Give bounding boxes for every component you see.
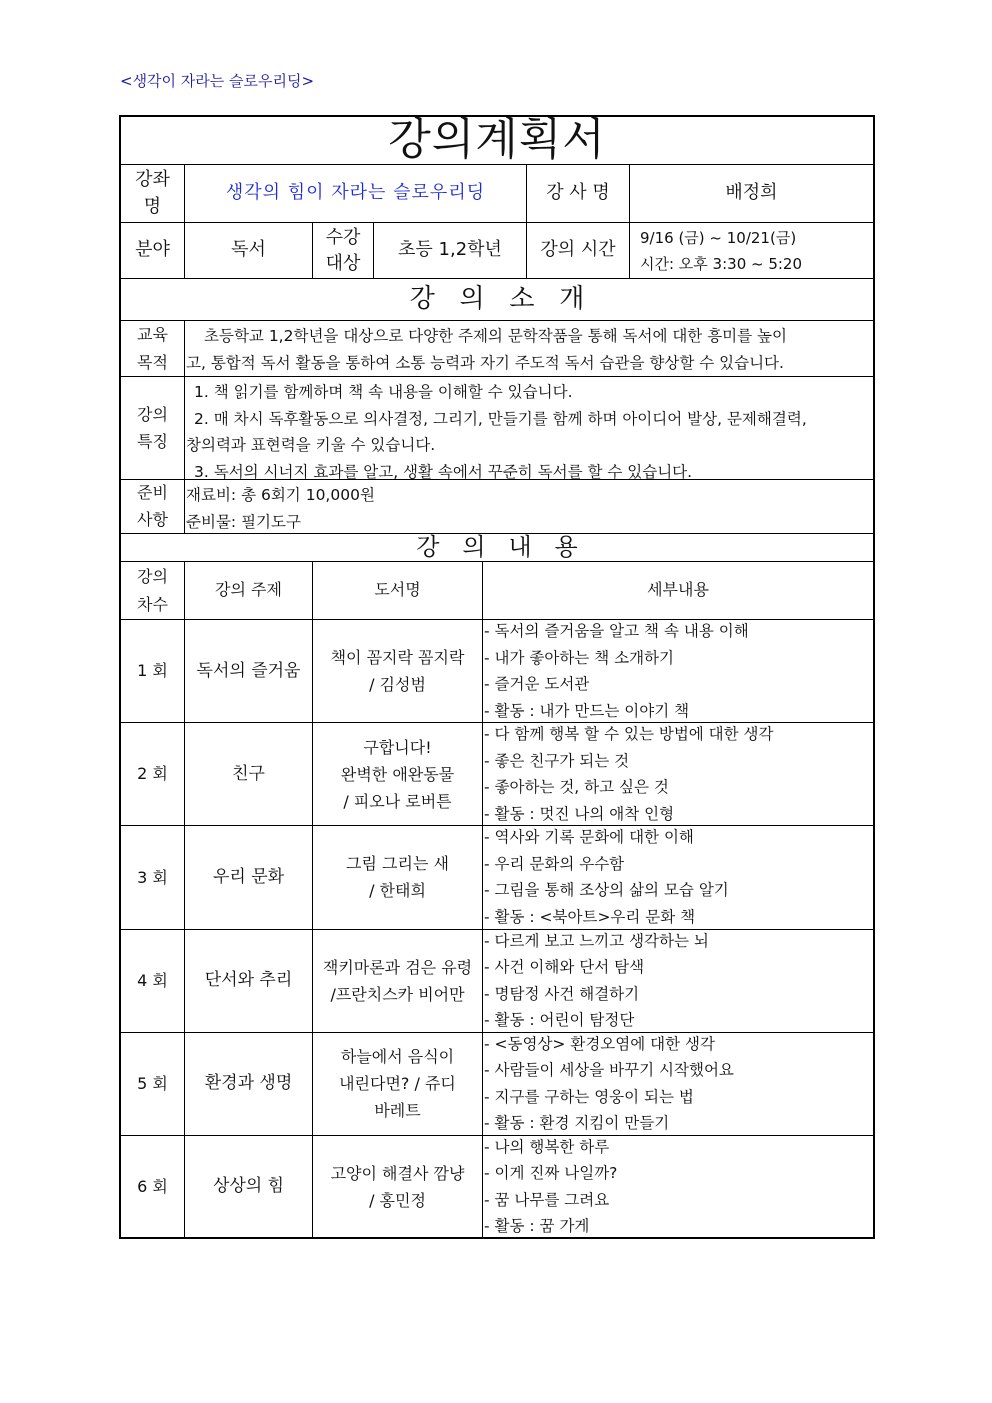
detail-item: - 사람들이 세상을 바꾸기 시작했어요: [484, 1061, 734, 1080]
detail-item: - 좋아하는 것, 하고 싶은 것: [484, 778, 669, 797]
date-range: 9/16 (금) ~ 10/21(금): [640, 228, 797, 247]
session-cell: [121, 826, 185, 929]
details-cell: [483, 826, 873, 929]
detail-item: - <동영상> 환경오염에 대한 생각: [484, 1034, 715, 1053]
document-caption: <생각이 자라는 슬로우리딩>: [120, 72, 315, 90]
detail-item: - 그림을 통해 조상의 삶의 모습 알기: [484, 881, 729, 900]
feature-line-3: 창의력과 표현력을 키울 수 있습니다.: [186, 436, 436, 454]
target-value: 초등 1,2학년: [374, 223, 527, 279]
prep-line-1: 재료비: 총 6회기 10,000원: [186, 486, 375, 504]
prep-line-2: 준비물: 필기도구: [186, 512, 301, 531]
detail-item: - 활동 : 어린이 탐정단: [484, 1011, 635, 1030]
header-session-text: 강의차수: [137, 567, 168, 614]
session-number: 2 회: [137, 764, 168, 784]
detail-item: - 역사와 기록 문화에 대한 이해: [484, 828, 694, 847]
purpose-label: [121, 321, 185, 377]
details-cell: [483, 620, 873, 723]
topic-cell: [185, 1136, 313, 1237]
detail-item: - 즐거운 도서관: [484, 675, 590, 694]
book-title-line: 완벽한 애완동물: [340, 764, 455, 784]
feature-text: [185, 377, 873, 480]
target-label-text: 수강대상: [325, 227, 361, 274]
session-cell: [121, 930, 185, 1033]
topic-name: 우리 문화: [212, 866, 285, 887]
details-cell: [483, 1136, 873, 1237]
book-title-line: 내린다면? / 쥬디: [339, 1074, 456, 1094]
lecture-time: 시간: 오후 3:30 ~ 5:20: [640, 254, 803, 273]
detail-item: - 다르게 보고 느끼고 생각하는 뇌: [484, 931, 709, 950]
header-session: [121, 562, 185, 620]
prep-label-text: 준비사항: [137, 483, 168, 529]
header-book: 도서명: [313, 562, 483, 620]
detail-item: - 나의 행복한 하루: [484, 1137, 610, 1156]
page-title: 강의계획서: [121, 117, 873, 165]
header-topic: 강의 주제: [185, 562, 313, 620]
session-number: 3 회: [137, 867, 168, 887]
course-name-label: [121, 165, 185, 223]
feature-label-text: 강의특징: [137, 404, 168, 451]
target-label: [313, 223, 374, 279]
session-cell: [121, 1033, 185, 1136]
book-cell: [313, 826, 483, 929]
lecture-schedule: [630, 223, 873, 279]
book-cell: [313, 930, 483, 1033]
prep-text: [185, 480, 873, 534]
field-value: 독서: [185, 223, 313, 279]
details-cell: [483, 1033, 873, 1136]
session-number: 1 회: [137, 661, 168, 681]
detail-item: - 독서의 즐거움을 알고 책 속 내용 이해: [484, 622, 749, 641]
book-title-line: / 한태희: [369, 881, 426, 901]
book-title-line: 그림 그리는 새: [346, 854, 449, 874]
instructor-name: 배정희: [630, 165, 873, 223]
book-title-line: / 김성범: [369, 675, 426, 695]
book-cell: [313, 1033, 483, 1136]
detail-item: - 활동 : 내가 만드는 이야기 책: [484, 701, 690, 720]
topic-name: 단서와 추리: [204, 970, 293, 991]
instructor-label: 강 사 명: [527, 165, 630, 223]
session-number: 4 회: [137, 970, 168, 990]
detail-item: - 활동 : 멋진 나의 애착 인형: [484, 804, 675, 823]
feature-label: [121, 377, 185, 480]
book-title-line: 책이 꼼지락 꼼지락: [330, 648, 465, 668]
details-cell: [483, 930, 873, 1033]
book-cell: [313, 620, 483, 723]
detail-item: - 꿈 나무를 그려요: [484, 1190, 610, 1209]
book-cell: [313, 723, 483, 826]
detail-item: - 활동 : 꿈 가게: [484, 1217, 590, 1235]
book-cell: [313, 1136, 483, 1237]
book-title-line: /프란치스카 비어만: [330, 984, 465, 1004]
details-cell: [483, 723, 873, 826]
detail-item: - 활동 : 환경 지킴이 만들기: [484, 1114, 670, 1133]
topic-name: 상상의 힘: [212, 1175, 285, 1196]
lecture-plan-table: [119, 115, 875, 1239]
detail-item: - 좋은 친구가 되는 것: [484, 751, 630, 770]
intro-heading: 강 의 소 개: [121, 279, 873, 321]
purpose-line-1: 초등학교 1,2학년을 대상으로 다양한 주제의 문학작품을 통해 독서에 대한 흥미를 높이: [204, 327, 788, 345]
field-label: 분야: [121, 223, 185, 279]
topic-cell: [185, 826, 313, 929]
content-heading: 강 의 내 용: [121, 534, 873, 562]
feature-line-4: 3. 독서의 시너지 효과를 알고, 생활 속에서 꾸준히 독서를 할 수 있습니다.: [194, 462, 693, 481]
book-title-line: 구합니다!: [363, 737, 432, 757]
book-title-line: / 홍민정: [369, 1190, 426, 1210]
detail-item: - 내가 좋아하는 책 소개하기: [484, 648, 675, 667]
detail-item: - 이게 진짜 나일까?: [484, 1164, 618, 1182]
session-cell: [121, 723, 185, 826]
topic-cell: [185, 1033, 313, 1136]
topic-name: 독서의 즐거움: [196, 660, 301, 681]
topic-cell: [185, 620, 313, 723]
purpose-text: [185, 321, 873, 377]
course-name: 생각의 힘이 자라는 슬로우리딩: [185, 165, 527, 223]
session-number: 6 회: [137, 1176, 168, 1196]
topic-name: 환경과 생명: [204, 1073, 293, 1094]
detail-item: - 다 함께 행복 할 수 있는 방법에 대한 생각: [484, 725, 774, 744]
purpose-label-text: 교육목적: [137, 325, 168, 372]
book-title-line: 고양이 해결사 깜냥: [330, 1163, 465, 1183]
purpose-line-2: 고, 통합적 독서 활동을 통하여 소통 능력과 자기 주도적 독서 습관을 향상할 수 있습니다.: [186, 353, 784, 372]
book-title-line: / 피오나 로버튼: [343, 791, 452, 811]
detail-item: - 활동 : <북아트>우리 문화 책: [484, 907, 696, 926]
prep-label: [121, 480, 185, 534]
detail-item: - 지구를 구하는 영웅이 되는 법: [484, 1087, 694, 1106]
feature-line-2: 2. 매 차시 독후활동으로 의사결정, 그리기, 만들기를 함께 하며 아이디어 발상, 문제해결력,: [194, 409, 807, 428]
session-cell: [121, 620, 185, 723]
detail-item: - 우리 문화의 우수함: [484, 854, 625, 873]
topic-cell: [185, 723, 313, 826]
book-title-line: 잭키마론과 검은 유령: [322, 957, 473, 977]
topic-name: 친구: [232, 763, 265, 784]
book-title-line: 하늘에서 음식이: [340, 1047, 455, 1067]
book-title-line: 바레트: [374, 1101, 421, 1121]
header-details: 세부내용: [483, 562, 873, 620]
detail-item: - 사건 이해와 단서 탐색: [484, 958, 645, 977]
session-number: 5 회: [137, 1074, 168, 1094]
time-label: 강의 시간: [527, 223, 630, 279]
course-name-label-text: 강좌명: [135, 169, 170, 217]
detail-item: - 명탐정 사건 해결하기: [484, 984, 640, 1003]
feature-line-1: 1. 책 읽기를 함께하며 책 속 내용을 이해할 수 있습니다.: [194, 383, 573, 401]
session-cell: [121, 1136, 185, 1237]
topic-cell: [185, 930, 313, 1033]
